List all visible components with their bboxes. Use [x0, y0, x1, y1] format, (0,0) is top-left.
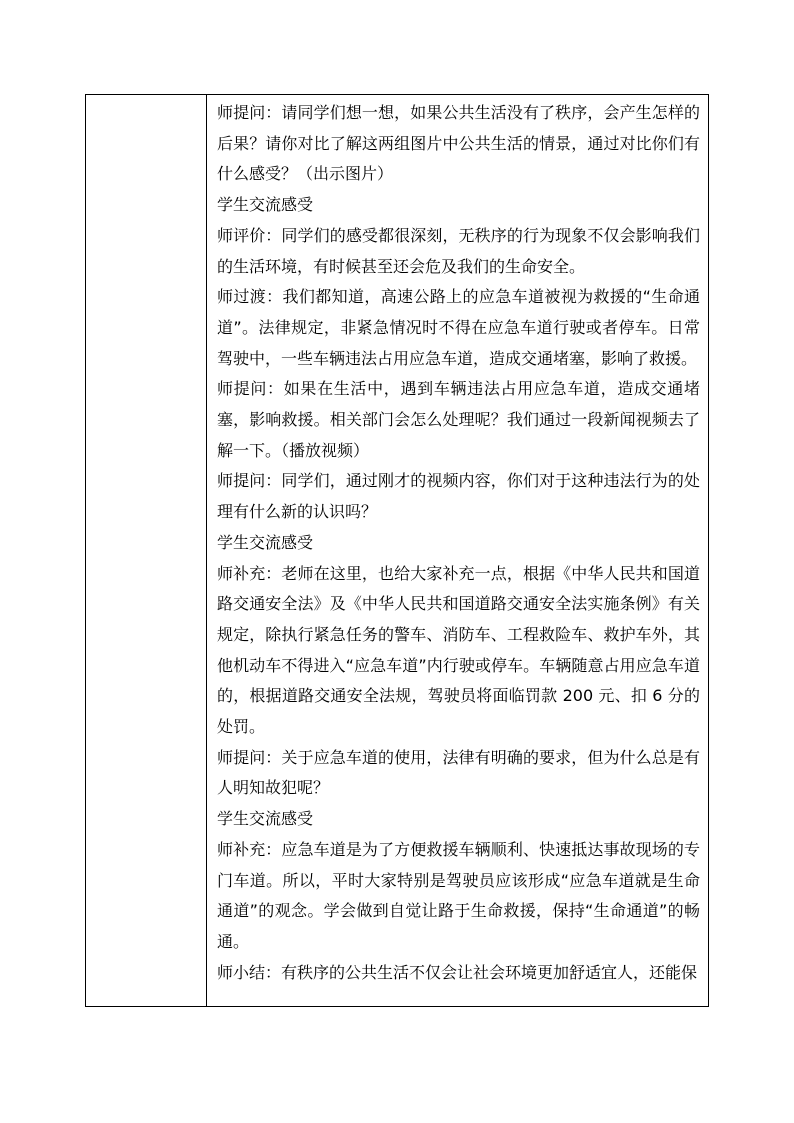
lesson-table — [85, 94, 709, 1007]
student-exchange-paragraph: 学生交流感受 — [217, 195, 314, 215]
teacher-question-paragraph: 师提问：同学们，通过刚才的视频内容，你们对于这种违法行为的处理有什么新的认识吗？ — [217, 471, 700, 522]
student-exchange-paragraph: 学生交流感受 — [217, 532, 314, 552]
teacher-question-paragraph: 师提问：关于应急车道的使用，法律有明确的要求，但为什么总是有人明知故犯呢？ — [217, 747, 700, 798]
teacher-supplement-paragraph: 师补充：老师在这里，也给大家补充一点，根据《中华人民共和国道路交通安全法》及《中华人民共和国道路交通安全法实施条例》有关规定，除执行紧急任务的警车、消防车、工程救险车、救护车外，其他机动车不得进入“应急车道”内行驶或停车。车辆随意占用应急车道的，根据道路交通安全法规，驾驶员将面临罚款 200 元、扣 6 分的处罚。 — [217, 563, 700, 737]
teacher-evaluation-paragraph: 师评价：同学们的感受都很深刻，无秩序的行为现象不仅会影响我们的生活环境，有时候甚至还会危及我们的生命安全。 — [217, 225, 700, 276]
content-cell — [207, 95, 708, 1006]
teacher-supplement-paragraph: 师补充：应急车道是为了方便救援车辆顺利、快速抵达事故现场的专门车道。所以，平时大家特别是驾驶员应该形成“应急车道就是生命通道”的观念。学会做到自觉让路于生命救援，保持“生命通道”的畅通。 — [217, 839, 700, 951]
student-exchange-paragraph: 学生交流感受 — [217, 809, 314, 829]
teacher-summary-paragraph: 师小结：有秩序的公共生活不仅会让社会环境更加舒适宜人，还能保 — [217, 962, 698, 982]
teacher-question-paragraph: 师提问：请同学们想一想，如果公共生活没有了秩序，会产生怎样的后果？请你对比了解这两组图片中公共生活的情景，通过对比你们有什么感受？（出示图片） — [217, 103, 700, 184]
teacher-question-paragraph: 师提问：如果在生活中，遇到车辆违法占用应急车道，造成交通堵塞，影响救援。相关部门会怎么处理呢？我们通过一段新闻视频去了解一下。（播放视频） — [217, 379, 700, 460]
left-column-cell — [86, 95, 207, 1006]
teacher-transition-paragraph: 师过渡：我们都知道，高速公路上的应急车道被视为救援的“生命通道”。法律规定，非紧急情况时不得在应急车道行驶或者停车。日常驾驶中，一些车辆违法占用应急车道，造成交通堵塞，影响了救援。 — [217, 287, 700, 368]
